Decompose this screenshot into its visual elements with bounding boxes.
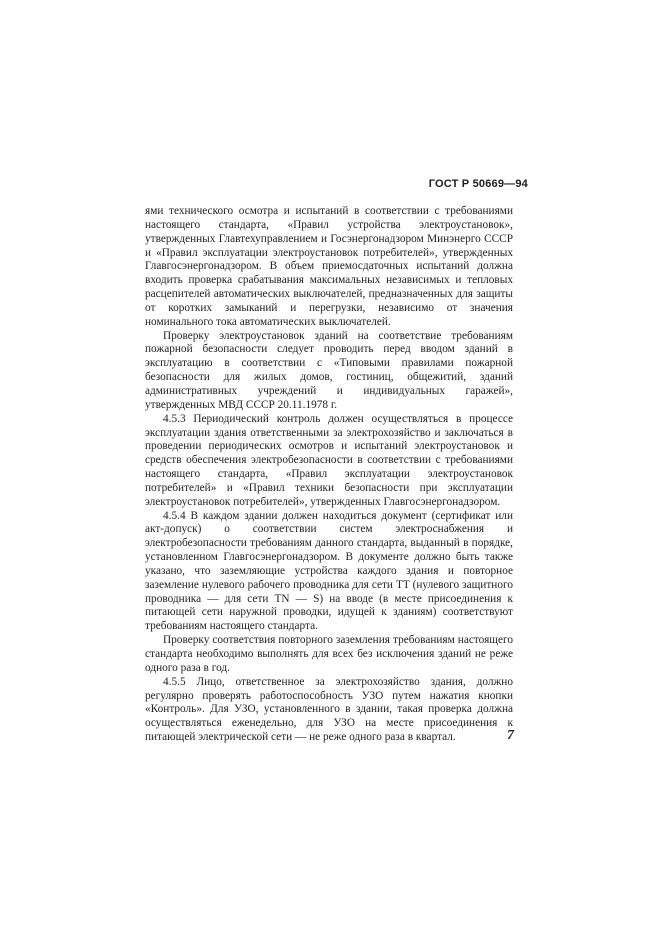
paragraph-acceptance-tests: ями технического осмотра и испытаний в соответствии с требованиями настоящего стандарта, «Правил устройства электроустановок», утвержденных Главтехуправлением и Госэнергонадзором Минэнерго СССР и «Правил эксплуатации электроустановок потребителей», утвержденных Главгосэнергонадзором. В объем приемосдаточных испытаний должна входить проверка срабатывания максимальных независимых и тепловых расцепителей автоматических выключателей, предназначенных для защиты от коротких замыканий и перегрузки, независимо от значения номинального тока автоматических выключателей. bbox=[145, 205, 513, 328]
paragraph-fire-safety: Проверку электроустановок зданий на соответствие требованиям пожарной безопасности следует проводить перед вводом зданий в эксплуатацию в соответствии с «Типовыми правилами пожарной безопасности для жилых домов, гостиниц, общежитий, зданий административных учреждений и индивидуальных гаражей», утвержденных МВД СССР 20.11.1978 г. bbox=[145, 329, 513, 411]
paragraph-grounding-check: Проверку соответствия повторного заземления требованиям настоящего стандарта необходимо выполнять для всех без исключения зданий не реже одного раза в год. bbox=[145, 634, 513, 674]
document-header: ГОСТ Р 50669—94 bbox=[428, 178, 528, 190]
paragraph-4-5-3: 4.5.3 Периодический контроль должен осуществляться в процессе эксплуатации здания ответственными за электрохозяйство и заключаться в проведении периодических осмотров и испытаний электроустановок и средств обеспечения электробезопасности в соответствии с требованиями настоящего стандарта, «Правил эксплуатации электроустановок потребителей» и «Правил техники безопасности при эксплуатации электроустановок потребителей», утвержденных Главгосэнергонадзором. bbox=[145, 412, 513, 508]
paragraph-4-5-4: 4.5.4 В каждом здании должен находиться документ (сертификат или акт-допуск) о соответствии систем электроснабжения и электробезопасности требованиям данного стандарта, выданный в порядке, установленном Главгосэнергонадзором. В документе должно быть также указано, что заземляющие устройства каждого здания и повторное заземление нулевого рабочего проводника для сети TT (нулевого защитного проводника — для сети TN — S) на вводе (в месте присоединения к питающей сети наружной проводки, идущей к зданиям) соответствуют требованиям настоящего стандарта. bbox=[145, 509, 513, 633]
paragraph-4-5-5: 4.5.5 Лицо, ответственное за электрохозяйство здания, должно регулярно проверять работоспособность УЗО путем нажатия кнопки «Контроль». Для УЗО, установленного в здании, такая проверка должна осуществляться еженедельно, для УЗО на месте присоединения к питающей электрической сети — не реже одного раза в квартал. bbox=[145, 675, 513, 744]
page-number: 7 bbox=[507, 728, 514, 743]
document-body bbox=[145, 205, 513, 745]
